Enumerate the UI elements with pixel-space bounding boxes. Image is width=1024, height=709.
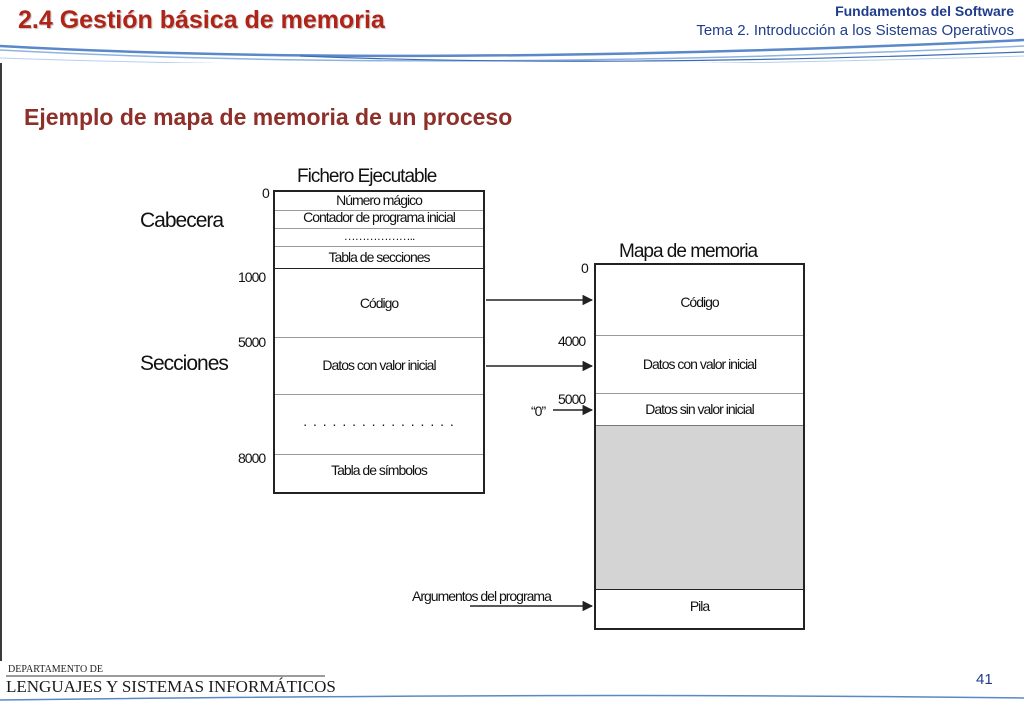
sections-label: Secciones bbox=[140, 352, 228, 375]
exe-cell-pc: Contador de programa inicial bbox=[303, 209, 455, 225]
map-offset-0: 0 bbox=[581, 260, 588, 276]
exe-cell-code: Código bbox=[359, 295, 399, 311]
department-small: DEPARTAMENTO DE bbox=[8, 664, 103, 675]
zero-label: “0” bbox=[531, 403, 546, 419]
page-number: 41 bbox=[976, 671, 993, 688]
map-offset-5000: 5000 bbox=[558, 391, 586, 407]
exe-title: Fichero Ejecutable bbox=[297, 166, 437, 187]
map-cell-stack: Pila bbox=[689, 598, 710, 614]
map-offset-4000: 4000 bbox=[558, 333, 586, 349]
map-title: Mapa de memoria bbox=[619, 241, 758, 262]
exe-offset-1000: 1000 bbox=[238, 269, 266, 285]
exe-cell-data-init: Datos con valor inicial bbox=[322, 357, 436, 373]
args-label: Argumentos del programa bbox=[412, 588, 551, 604]
topic-name: Tema 2. Introducción a los Sistemas Operativos bbox=[696, 22, 1014, 39]
slide-subtitle: Ejemplo de mapa de memoria de un proceso bbox=[24, 104, 513, 130]
exe-cell-dots: ……………….. bbox=[343, 229, 415, 243]
exe-offset-0: 0 bbox=[262, 185, 269, 201]
slide-title: 2.4 Gestión básica de memoria bbox=[18, 6, 385, 34]
exe-cell-sections-table: Tabla de secciones bbox=[328, 249, 430, 265]
map-cell-code: Código bbox=[680, 294, 719, 310]
course-name: Fundamentos del Software bbox=[835, 3, 1014, 19]
exe-offset-8000: 8000 bbox=[238, 450, 266, 466]
exe-offset-5000: 5000 bbox=[238, 334, 266, 350]
exe-cell-magic: Número mágico bbox=[336, 192, 422, 208]
department-name: LENGUAJES Y SISTEMAS INFORMÁTICOS bbox=[6, 677, 336, 696]
header-label: Cabecera bbox=[140, 209, 224, 232]
map-cell-data-noinit: Datos sin valor inicial bbox=[645, 401, 754, 417]
map-cell-data-init: Datos con valor inicial bbox=[642, 356, 757, 372]
exe-cell-symbols: Tabla de símbolos bbox=[331, 462, 427, 478]
exe-cell-ellipsis: . . . . . . . . . . . . . . . . bbox=[303, 413, 455, 429]
